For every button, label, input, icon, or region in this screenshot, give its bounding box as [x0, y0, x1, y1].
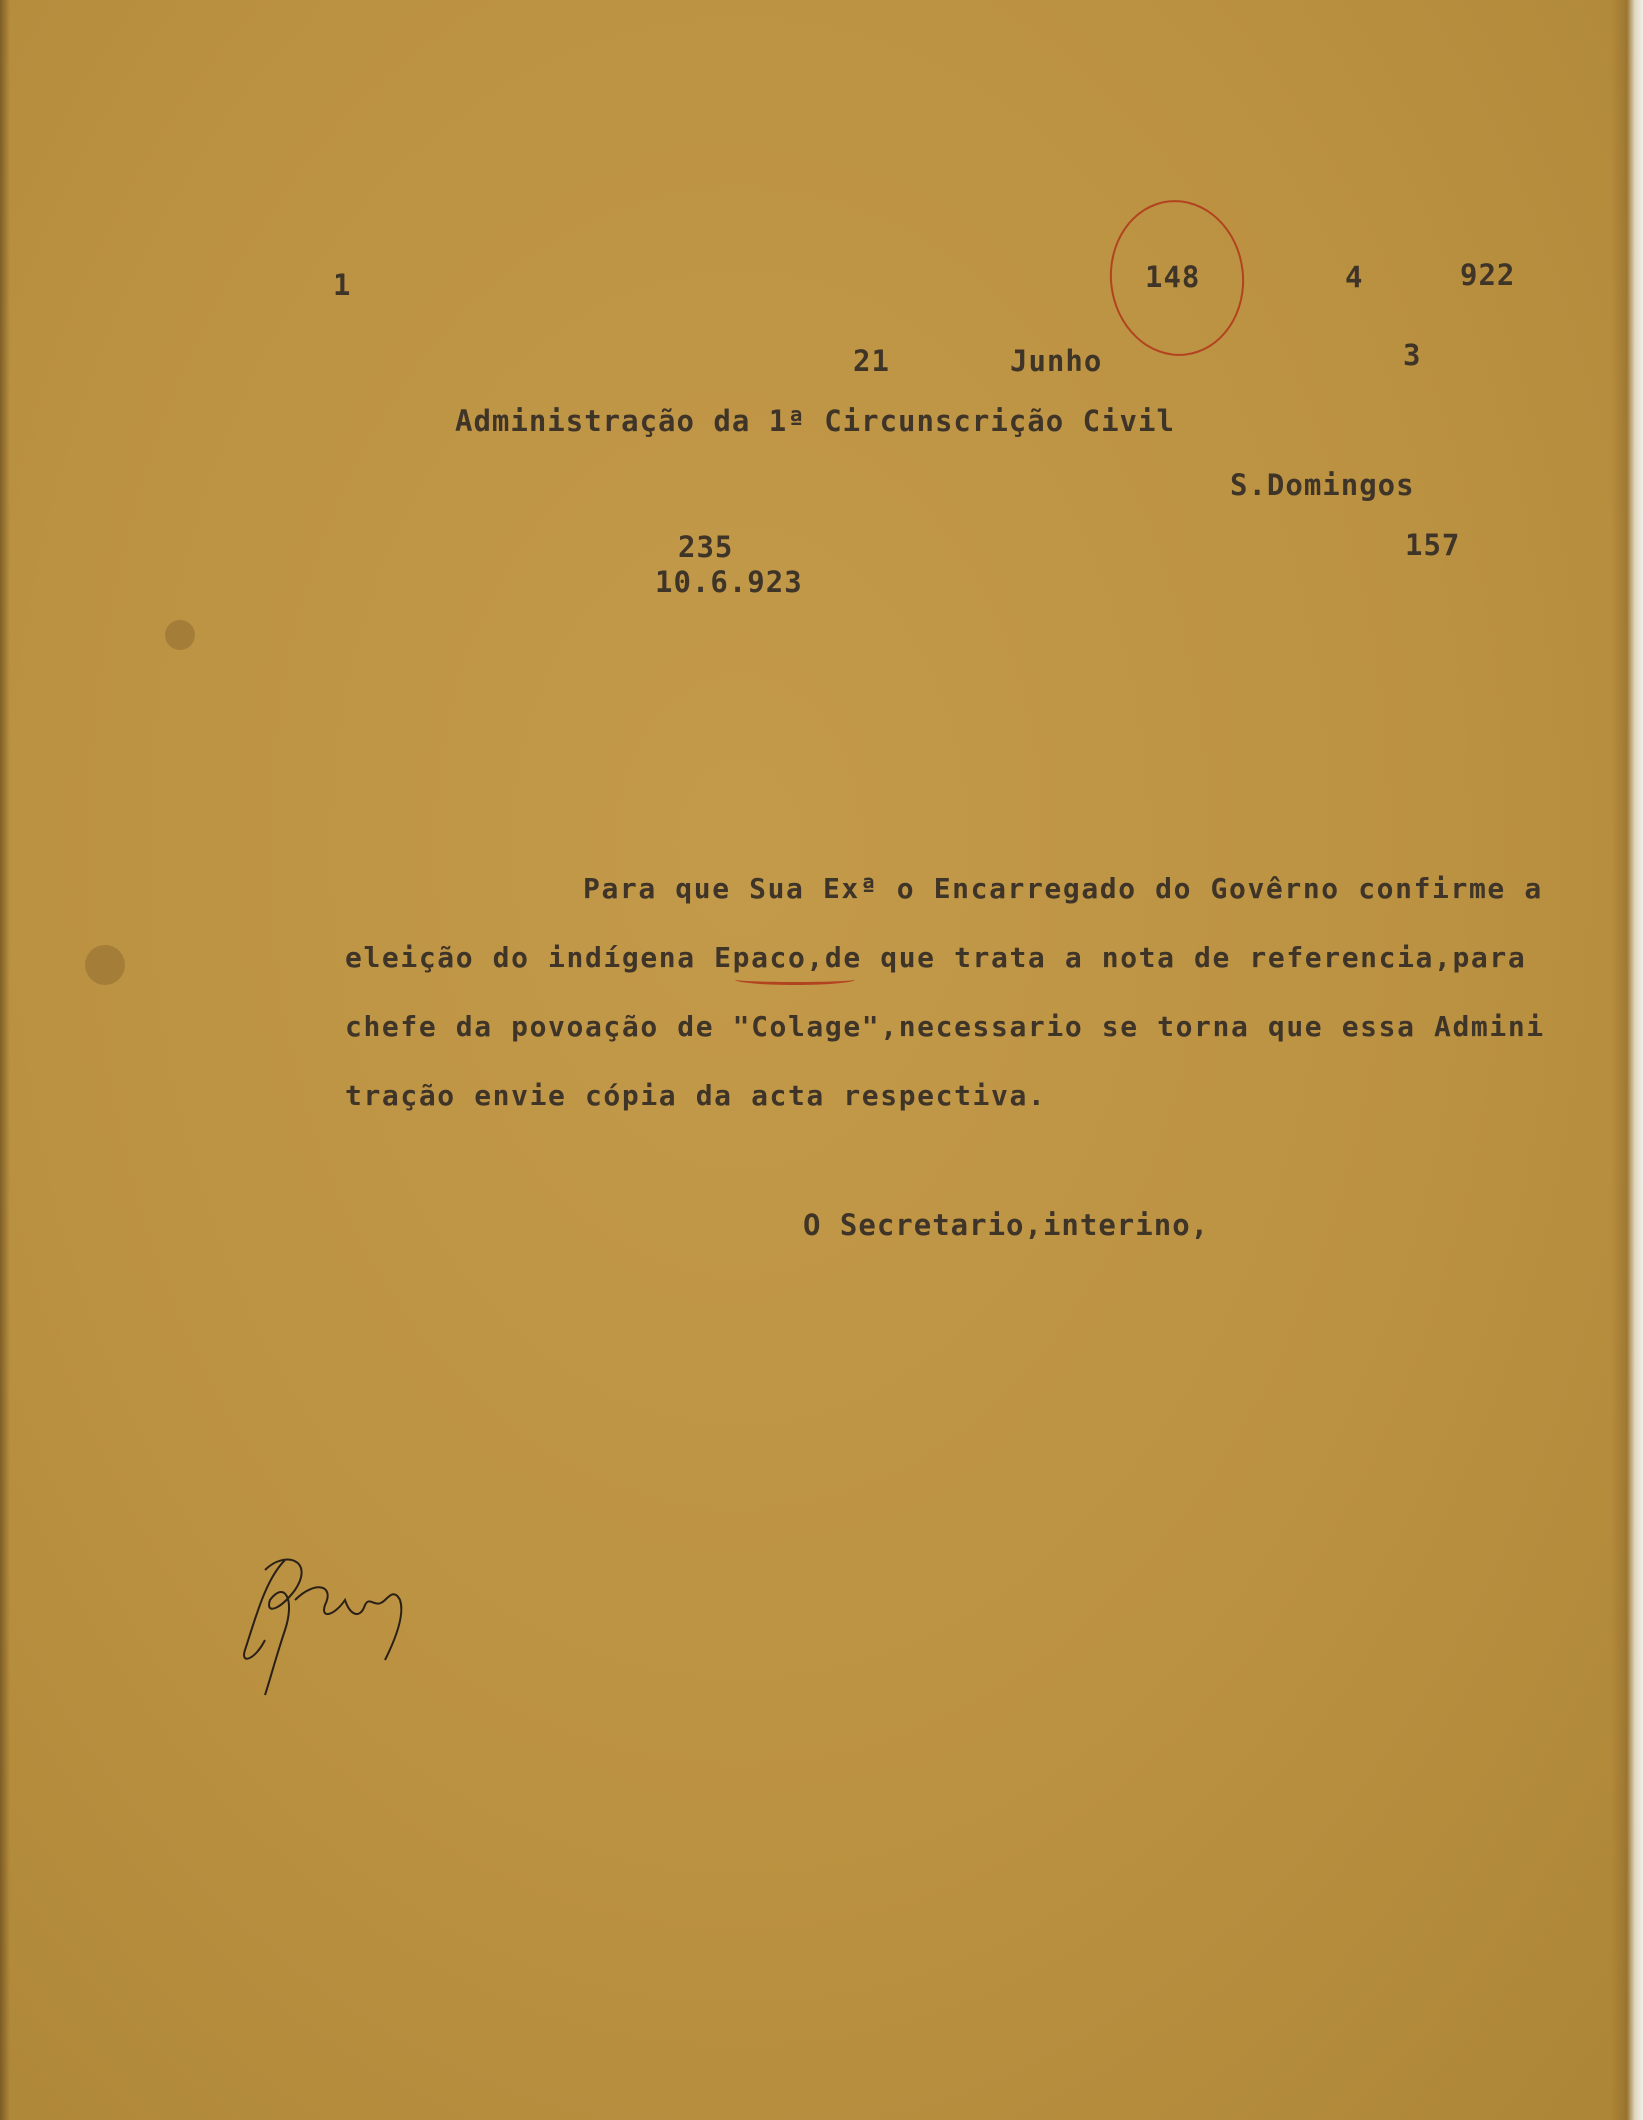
reference-right-number: 157	[1405, 528, 1461, 562]
folio-number: 1	[333, 268, 352, 302]
stain	[85, 945, 125, 985]
paper-torn-edge	[1611, 0, 1643, 2120]
process-number: 148	[1145, 260, 1201, 294]
closing-signature-title: O Secretario,interino,	[803, 1208, 1210, 1242]
body-line-1: Para que Sua Exª o Encarregado do Govêrno confirme a	[583, 872, 1543, 905]
reference-number: 235	[678, 530, 734, 564]
body-line-3: chefe da povoação de "Colage",necessario se torna que essa Admini	[345, 1010, 1545, 1043]
date-day: 21	[853, 344, 890, 378]
stain	[165, 620, 195, 650]
body-line-2: eleição do indígena Epaco,de que trata a nota de referencia,para	[345, 941, 1527, 974]
header-number-3: 3	[1403, 338, 1422, 372]
body-line-4: tração envie cópia da acta respectiva.	[345, 1079, 1047, 1112]
location: S.Domingos	[1230, 468, 1415, 502]
header-number-4: 4	[1345, 260, 1364, 294]
addressee: Administração da 1ª Circunscrição Civil	[455, 404, 1175, 438]
red-underline-annotation	[735, 974, 855, 985]
handwritten-signature	[225, 1540, 455, 1700]
paper-left-edge	[0, 0, 10, 2120]
reference-date: 10.6.923	[655, 565, 803, 599]
header-year: 922	[1460, 258, 1516, 292]
date-month: Junho	[1010, 344, 1103, 378]
